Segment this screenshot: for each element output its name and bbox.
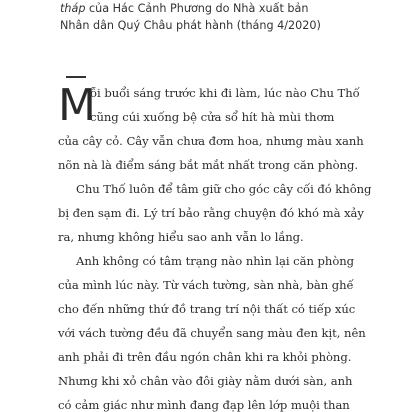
body-line: Chu Thố luôn để tâm giữ cho góc cây cối đó không	[76, 182, 372, 196]
body-line: cũng cúi xuống bệ cửa sổ hít hà mùi thơm	[90, 110, 335, 124]
body-line: anh phải đi trên đầu ngón chân khi ra khỏi phòng.	[58, 350, 352, 364]
body-line: Nhưng khi xỏ chân vào đôi giày nằm dưới sàn, anh	[58, 374, 353, 388]
body-line: ỗi buổi sáng trước khi đi làm, lúc nào Chu Thố	[90, 86, 360, 100]
body-line: của cây cỏ. Cây vẫn chưa đơm hoa, nhưng màu xanh	[58, 134, 364, 148]
body-line: có cảm giác như mình đang đạp lên lớp muội than	[58, 398, 350, 412]
caption-line-2: Nhân dân Quý Châu phát hành (tháng 4/2020)	[60, 19, 321, 32]
body-line: ra, nhưng không hiểu sao anh vẫn lo lắng.	[58, 230, 304, 244]
caption-book-title: tháp	[60, 2, 86, 15]
body-line: Anh không có tâm trạng nào nhìn lại căn phòng	[76, 254, 355, 268]
body-line: nõn nà là điểm sáng bắt mắt nhất trong căn phòng.	[58, 158, 358, 172]
caption-line-1-text: của Hác Cảnh Phương do Nhà xuất bản	[85, 2, 309, 15]
body-line: bị đen sạm đi. Lý trí bảo rằng chuyện đó khó mà xảy	[58, 206, 364, 220]
body-line: với vách tường đều đã chuyển sang màu đen kịt, nên	[58, 326, 366, 340]
body-line: của mình lúc này. Từ vách tường, sàn nhà, bàn ghế	[58, 278, 354, 292]
drop-cap-letter: M	[58, 80, 96, 131]
body-line: cho đến những thứ đồ trang trí nội thất có tiếp xúc	[58, 302, 356, 316]
